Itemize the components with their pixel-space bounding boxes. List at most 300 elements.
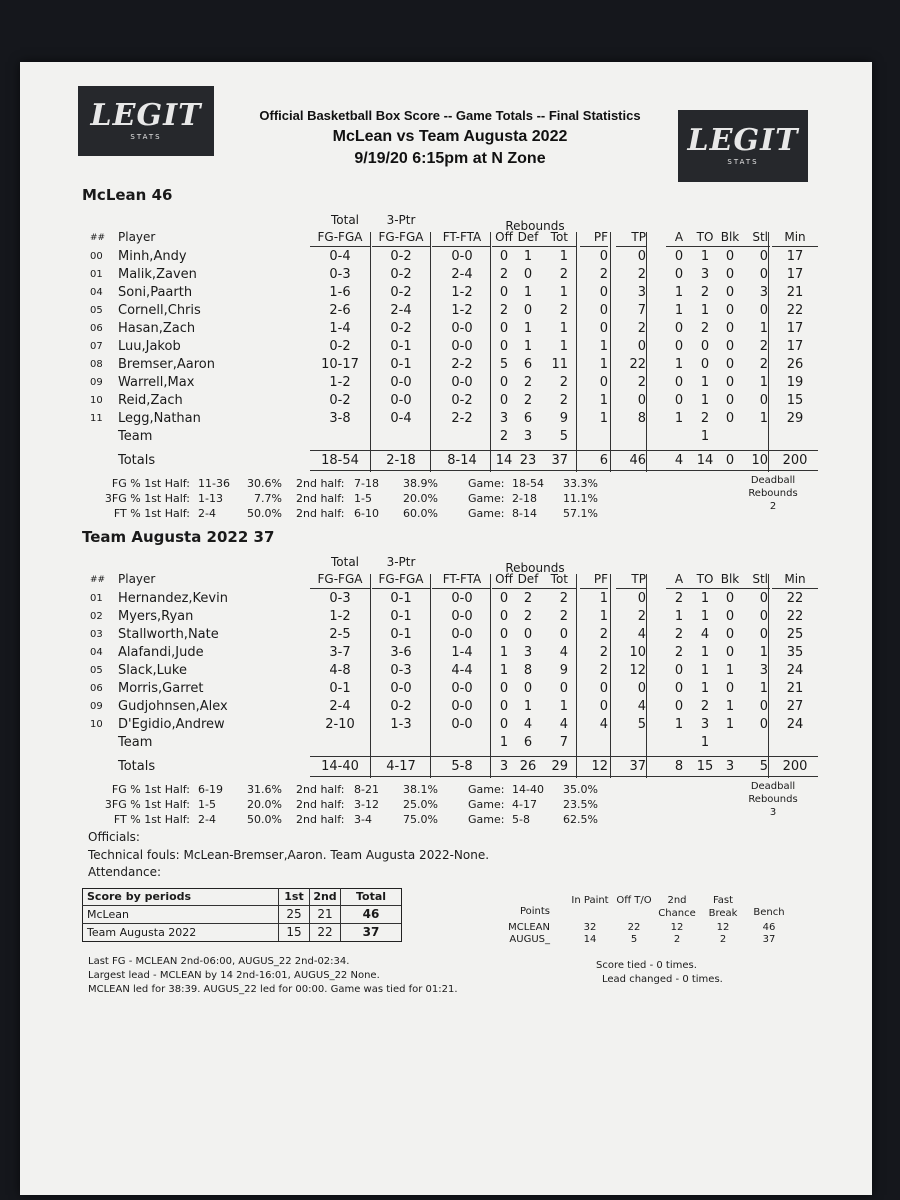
points-bench: 46 [762, 922, 776, 933]
totals-tot-cell: 29 [551, 759, 568, 774]
player-ft-cell: 0-0 [451, 609, 473, 624]
column-separator [430, 574, 431, 778]
pct-game-label: Game: [468, 492, 505, 505]
matchup-title: McLean vs Team Augusta 2022 [332, 128, 568, 145]
periods-col-total: Total [355, 890, 387, 903]
player-ft-cell: 2-2 [451, 357, 473, 372]
player-to-cell: 1 [700, 735, 710, 750]
player-pf-cell: 0 [599, 375, 608, 390]
officials-label: Officials: [88, 830, 140, 844]
col-header-total: Total [330, 555, 360, 569]
col-header-tp: TP [631, 572, 646, 586]
player-min-cell: 29 [786, 411, 804, 426]
player-to-cell: 3 [700, 717, 710, 732]
player-fg-cell: 3-7 [329, 645, 351, 660]
player-blk-cell: 0 [725, 375, 735, 390]
player-num-cell: 01 [90, 269, 103, 280]
column-separator [610, 574, 611, 778]
player-def-cell: 6 [523, 411, 533, 426]
col-header-fg3: FG-FGA [378, 230, 424, 244]
player-fg-cell: 2-5 [329, 627, 351, 642]
player-a-cell: 1 [674, 609, 684, 624]
player-def-cell: 2 [523, 609, 533, 624]
periods-team-mclean: McLean [87, 908, 129, 921]
points-off-turnovers: 22 [627, 922, 641, 933]
player-to-cell: 4 [700, 627, 710, 642]
player-name-cell: Myers,Ryan [118, 609, 194, 624]
player-stl-cell: 1 [759, 321, 768, 336]
pct-game-label: Game: [468, 477, 505, 490]
player-fg-cell: 0-3 [329, 591, 351, 606]
pct-game: 4-17 [512, 798, 537, 811]
pct-game: 14-40 [512, 783, 544, 796]
player-tot-cell: 9 [559, 411, 568, 426]
player-blk-cell: 0 [725, 357, 735, 372]
player-num-cell: 03 [90, 629, 103, 640]
player-ft-cell: 0-0 [451, 699, 473, 714]
points-fast-break: 12 [716, 922, 730, 933]
player-name-cell: Alafandi,Jude [118, 645, 204, 660]
totals-blk-cell: 0 [725, 453, 735, 468]
player-pf-cell: 0 [599, 321, 608, 336]
player-ft-cell: 2-2 [451, 411, 473, 426]
player-a-cell: 1 [674, 717, 684, 732]
box-score-sheet [20, 62, 872, 1195]
player-stl-cell: 1 [759, 681, 768, 696]
player-fg3-cell: 0-2 [390, 321, 412, 336]
player-stl-cell: 0 [759, 699, 768, 714]
player-def-cell: 0 [523, 627, 533, 642]
player-num-cell: 08 [90, 359, 103, 370]
points-bench: 37 [762, 934, 776, 945]
player-fg3-cell: 0-2 [390, 285, 412, 300]
pct-2nd-half-percent: 20.0% [403, 492, 438, 505]
player-num-cell: 06 [90, 683, 103, 694]
player-num-cell: 01 [90, 593, 103, 604]
totals-bottom-rule [310, 470, 818, 471]
player-num-cell: 07 [90, 341, 103, 352]
player-pf-cell: 0 [599, 681, 608, 696]
team-title: McLean 46 [82, 186, 173, 204]
player-stl-cell: 0 [759, 267, 768, 282]
pct-1st-half: 1-13 [198, 492, 223, 505]
player-num-cell: 05 [90, 665, 103, 676]
totals-label-cell: Totals [118, 759, 156, 774]
points-col-paint: In Paint [571, 895, 609, 906]
player-min-cell: 24 [786, 717, 804, 732]
player-num-cell: 09 [90, 701, 103, 712]
player-num-cell: 02 [90, 611, 103, 622]
player-to-cell: 1 [700, 663, 710, 678]
player-min-cell: 26 [786, 357, 804, 372]
col-header-pf: PF [593, 572, 608, 586]
col-header-pf: PF [593, 230, 608, 244]
pct-2nd-half-label: 2nd half: [296, 477, 345, 490]
player-tp-cell: 12 [629, 663, 646, 678]
player-off-cell: 0 [499, 699, 509, 714]
col-header-turnovers: TO [696, 572, 714, 586]
points-team: MCLEAN [508, 922, 550, 933]
player-to-cell: 1 [700, 645, 710, 660]
player-def-cell: 6 [523, 735, 533, 750]
periods-mclean-2nd: 21 [317, 907, 333, 921]
player-num-cell: 06 [90, 323, 103, 334]
player-ft-cell: 0-2 [451, 393, 473, 408]
player-ft-cell: 1-4 [451, 645, 473, 660]
column-separator [768, 574, 769, 778]
player-name-cell: Hernandez,Kevin [118, 591, 228, 606]
report-title: Official Basketball Box Score -- Game Totals -- Final Statistics [259, 108, 641, 123]
points-second-chance: 12 [670, 922, 684, 933]
deadball-value: 3 [769, 807, 777, 818]
player-to-cell: 2 [700, 411, 710, 426]
header-underline [432, 246, 490, 247]
player-tot-cell: 5 [559, 429, 568, 444]
player-to-cell: 0 [700, 357, 710, 372]
totals-label-cell: Totals [118, 453, 156, 468]
player-off-cell: 0 [499, 609, 509, 624]
player-to-cell: 2 [700, 285, 710, 300]
col-header-fg: FG-FGA [317, 230, 363, 244]
player-fg3-cell: 0-1 [390, 591, 412, 606]
pct-label: FT % 1st Half: [113, 813, 190, 826]
player-pf-cell: 0 [599, 249, 608, 264]
col-header-3ptr: 3-Ptr [386, 213, 416, 227]
player-a-cell: 0 [674, 249, 684, 264]
totals-pf-cell: 12 [591, 759, 608, 774]
player-a-cell: 0 [674, 681, 684, 696]
totals-a-cell: 4 [674, 453, 684, 468]
col-header-def: Def [517, 572, 539, 586]
player-name-cell: Luu,Jakob [118, 339, 181, 354]
player-off-cell: 5 [499, 357, 509, 372]
totals-rule [310, 450, 818, 451]
points-col-bench: Bench [753, 907, 785, 918]
header-underline [616, 588, 646, 589]
pct-2nd-half-label: 2nd half: [296, 813, 345, 826]
player-tot-cell: 11 [551, 357, 568, 372]
player-tp-cell: 2 [637, 375, 646, 390]
player-name-cell: Minh,Andy [118, 249, 187, 264]
player-pf-cell: 1 [599, 411, 608, 426]
pct-2nd-half-percent: 38.1% [403, 783, 438, 796]
pct-2nd-half-label: 2nd half: [296, 492, 345, 505]
deadball-label: Deadball [750, 475, 796, 486]
player-tp-cell: 2 [637, 267, 646, 282]
score-tied-note: Score tied - 0 times. [596, 960, 697, 971]
player-fg3-cell: 0-3 [390, 663, 412, 678]
col-header-off: Off [495, 572, 513, 586]
pct-1st-half-percent: 31.6% [247, 783, 282, 796]
player-pf-cell: 2 [599, 627, 608, 642]
player-name-cell: Malik,Zaven [118, 267, 197, 282]
player-off-cell: 0 [499, 249, 509, 264]
col-header-number: ## [90, 233, 106, 243]
header-underline [666, 246, 770, 247]
pct-1st-half-percent: 50.0% [247, 507, 282, 520]
player-name-cell: Hasan,Zach [118, 321, 196, 336]
player-ft-cell: 0-0 [451, 681, 473, 696]
col-header-ft: FT-FTA [442, 572, 482, 586]
player-ft-cell: 0-0 [451, 591, 473, 606]
player-tp-cell: 0 [637, 393, 646, 408]
player-pf-cell: 1 [599, 339, 608, 354]
player-name-cell: Team [118, 429, 153, 444]
player-pf-cell: 2 [599, 663, 608, 678]
player-to-cell: 1 [700, 249, 710, 264]
totals-to-cell: 15 [696, 759, 714, 774]
periods-team-augusta: Team Augusta 2022 [87, 926, 197, 939]
player-pf-cell: 0 [599, 699, 608, 714]
player-fg3-cell: 0-2 [390, 249, 412, 264]
totals-off-cell: 14 [495, 453, 513, 468]
player-fg3-cell: 0-2 [390, 699, 412, 714]
player-fg3-cell: 0-1 [390, 627, 412, 642]
column-separator [646, 232, 647, 472]
player-off-cell: 0 [499, 375, 509, 390]
player-tp-cell: 2 [637, 321, 646, 336]
player-blk-cell: 0 [725, 393, 735, 408]
col-header-player: Player [118, 230, 156, 244]
player-stl-cell: 1 [759, 645, 768, 660]
totals-def-cell: 23 [519, 453, 537, 468]
pct-game-percent: 57.1% [563, 507, 598, 520]
lead-changed-note: Lead changed - 0 times. [602, 974, 723, 985]
attendance-label: Attendance: [88, 865, 161, 879]
column-separator [646, 574, 647, 778]
player-ft-cell: 0-0 [451, 339, 473, 354]
pct-2nd-half: 3-4 [354, 813, 372, 826]
player-tp-cell: 0 [637, 249, 646, 264]
time-led-note: MCLEAN led for 38:39. AUGUS_22 led for 00:00. Game was tied for 01:21. [88, 984, 458, 995]
totals-tp-cell: 46 [629, 453, 646, 468]
player-a-cell: 1 [674, 357, 684, 372]
player-tp-cell: 4 [637, 627, 646, 642]
player-tot-cell: 4 [559, 645, 568, 660]
player-tp-cell: 5 [637, 717, 646, 732]
player-name-cell: Slack,Luke [118, 663, 187, 678]
header-underline [666, 588, 770, 589]
player-name-cell: Team [118, 735, 153, 750]
col-header-assists: A [674, 572, 684, 586]
col-header-steals: Stl [752, 230, 768, 244]
player-fg3-cell: 0-1 [390, 339, 412, 354]
pct-2nd-half: 7-18 [354, 477, 379, 490]
player-name-cell: Gudjohnsen,Alex [118, 699, 228, 714]
points-in-paint: 14 [583, 934, 597, 945]
pct-1st-half-percent: 50.0% [247, 813, 282, 826]
player-tp-cell: 7 [637, 303, 646, 318]
player-fg-cell: 1-2 [329, 375, 351, 390]
periods-mclean-total: 46 [362, 907, 380, 921]
player-min-cell: 22 [786, 591, 804, 606]
player-off-cell: 1 [499, 663, 509, 678]
player-blk-cell: 1 [725, 699, 735, 714]
column-separator [370, 574, 371, 778]
pct-game-label: Game: [468, 798, 505, 811]
player-pf-cell: 1 [599, 357, 608, 372]
player-fg-cell: 0-4 [329, 249, 351, 264]
player-stl-cell: 0 [759, 717, 768, 732]
pct-game-label: Game: [468, 507, 505, 520]
player-pf-cell: 1 [599, 591, 608, 606]
points-col-second-chance: 2nd Chance [658, 895, 696, 919]
col-header-total: Total [330, 213, 360, 227]
player-def-cell: 1 [523, 249, 533, 264]
player-stl-cell: 3 [759, 663, 768, 678]
deadball-value: 2 [769, 501, 777, 512]
col-header-steals: Stl [752, 572, 768, 586]
points-col-points: Points [519, 906, 550, 917]
player-tp-cell: 22 [629, 357, 646, 372]
player-min-cell: 17 [786, 321, 804, 336]
player-stl-cell: 3 [759, 285, 768, 300]
player-num-cell: 10 [90, 719, 103, 730]
player-tp-cell: 10 [629, 645, 646, 660]
player-def-cell: 0 [523, 681, 533, 696]
player-stl-cell: 0 [759, 609, 768, 624]
player-off-cell: 3 [499, 411, 509, 426]
pct-label: FT % 1st Half: [113, 507, 190, 520]
player-fg-cell: 1-2 [329, 609, 351, 624]
pct-2nd-half-percent: 25.0% [403, 798, 438, 811]
player-blk-cell: 0 [725, 267, 735, 282]
periods-header: Score by periods [87, 890, 192, 903]
totals-fg-cell: 14-40 [321, 759, 359, 774]
header-underline [372, 588, 430, 589]
player-off-cell: 0 [499, 717, 509, 732]
points-team: AUGUS_ [509, 934, 550, 945]
pct-game-label: Game: [468, 783, 505, 796]
player-off-cell: 1 [499, 645, 509, 660]
totals-fg-cell: 18-54 [321, 453, 359, 468]
player-to-cell: 3 [700, 267, 710, 282]
player-def-cell: 2 [523, 591, 533, 606]
player-to-cell: 1 [700, 681, 710, 696]
player-a-cell: 1 [674, 285, 684, 300]
column-separator [768, 232, 769, 472]
player-blk-cell: 0 [725, 321, 735, 336]
col-header-turnovers: TO [696, 230, 714, 244]
totals-to-cell: 14 [696, 453, 714, 468]
periods-mclean-1st: 25 [286, 907, 302, 921]
points-col-fast-break: Fast Break [708, 895, 738, 919]
player-fg-cell: 0-2 [329, 393, 351, 408]
totals-ft-cell: 8-14 [447, 453, 477, 468]
points-in-paint: 32 [583, 922, 597, 933]
col-header-player: Player [118, 572, 156, 586]
player-def-cell: 1 [523, 699, 533, 714]
pct-2nd-half: 1-5 [354, 492, 372, 505]
player-tot-cell: 1 [559, 321, 568, 336]
col-header-minutes: Min [784, 230, 806, 244]
deadball-label: Deadball [750, 781, 796, 792]
col-header-3ptr: 3-Ptr [386, 555, 416, 569]
col-header-def: Def [517, 230, 539, 244]
player-off-cell: 2 [499, 303, 509, 318]
totals-bottom-rule [310, 776, 818, 777]
pct-2nd-half: 6-10 [354, 507, 379, 520]
player-tp-cell: 0 [637, 681, 646, 696]
player-stl-cell: 0 [759, 249, 768, 264]
largest-lead-note: Largest lead - MCLEAN by 14 2nd-16:01, AUGUS_22 None. [88, 970, 380, 981]
pct-2nd-half-label: 2nd half: [296, 507, 345, 520]
totals-tot-cell: 37 [551, 453, 568, 468]
header-underline [372, 246, 430, 247]
player-min-cell: 17 [786, 249, 804, 264]
player-blk-cell: 0 [725, 411, 735, 426]
player-a-cell: 0 [674, 663, 684, 678]
player-def-cell: 3 [523, 645, 533, 660]
player-tot-cell: 2 [559, 267, 568, 282]
player-min-cell: 21 [786, 681, 804, 696]
player-to-cell: 1 [700, 393, 710, 408]
player-tot-cell: 2 [559, 393, 568, 408]
player-a-cell: 2 [674, 591, 684, 606]
player-blk-cell: 0 [725, 339, 735, 354]
totals-pf-cell: 6 [599, 453, 608, 468]
totals-stl-cell: 5 [759, 759, 768, 774]
technical-fouls: Technical fouls: McLean-Bremser,Aaron. Team Augusta 2022-None. [88, 848, 490, 862]
player-off-cell: 0 [499, 393, 509, 408]
col-header-assists: A [674, 230, 684, 244]
deadball-rebounds-label: Rebounds [748, 794, 798, 805]
player-name-cell: D'Egidio,Andrew [118, 717, 225, 732]
logo-subtext: STATS [727, 158, 759, 166]
pct-label: 3FG % 1st Half: [104, 492, 190, 505]
player-pf-cell: 4 [599, 717, 608, 732]
periods-augusta-total: 37 [362, 925, 380, 939]
periods-augusta-1st: 15 [286, 925, 302, 939]
player-def-cell: 2 [523, 375, 533, 390]
pct-game: 8-14 [512, 507, 537, 520]
player-def-cell: 1 [523, 321, 533, 336]
pct-2nd-half-label: 2nd half: [296, 783, 345, 796]
column-separator [576, 574, 577, 778]
pct-2nd-half-percent: 38.9% [403, 477, 438, 490]
pct-2nd-half: 3-12 [354, 798, 379, 811]
logo-text: LEGIT [687, 123, 799, 158]
player-def-cell: 4 [523, 717, 533, 732]
player-blk-cell: 0 [725, 249, 735, 264]
player-num-cell: 11 [90, 413, 103, 424]
player-fg-cell: 2-4 [329, 699, 351, 714]
player-tot-cell: 4 [559, 717, 568, 732]
player-tot-cell: 1 [559, 285, 568, 300]
player-a-cell: 2 [674, 627, 684, 642]
periods-divider [82, 923, 401, 924]
player-a-cell: 0 [674, 393, 684, 408]
player-stl-cell: 0 [759, 393, 768, 408]
points-off-turnovers: 5 [630, 934, 638, 945]
player-ft-cell: 0-0 [451, 375, 473, 390]
player-num-cell: 00 [90, 251, 103, 262]
player-fg3-cell: 3-6 [390, 645, 412, 660]
logo-subtext: STATS [130, 133, 162, 141]
header-underline [492, 588, 576, 589]
player-off-cell: 0 [499, 627, 509, 642]
player-tot-cell: 2 [559, 375, 568, 390]
pct-1st-half-percent: 7.7% [254, 492, 282, 505]
player-fg3-cell: 0-2 [390, 267, 412, 282]
player-ft-cell: 4-4 [451, 663, 473, 678]
header-underline [310, 588, 370, 589]
player-stl-cell: 2 [759, 357, 768, 372]
player-blk-cell: 0 [725, 609, 735, 624]
player-tp-cell: 0 [637, 339, 646, 354]
col-header-number: ## [90, 575, 106, 585]
player-fg3-cell: 2-4 [390, 303, 412, 318]
